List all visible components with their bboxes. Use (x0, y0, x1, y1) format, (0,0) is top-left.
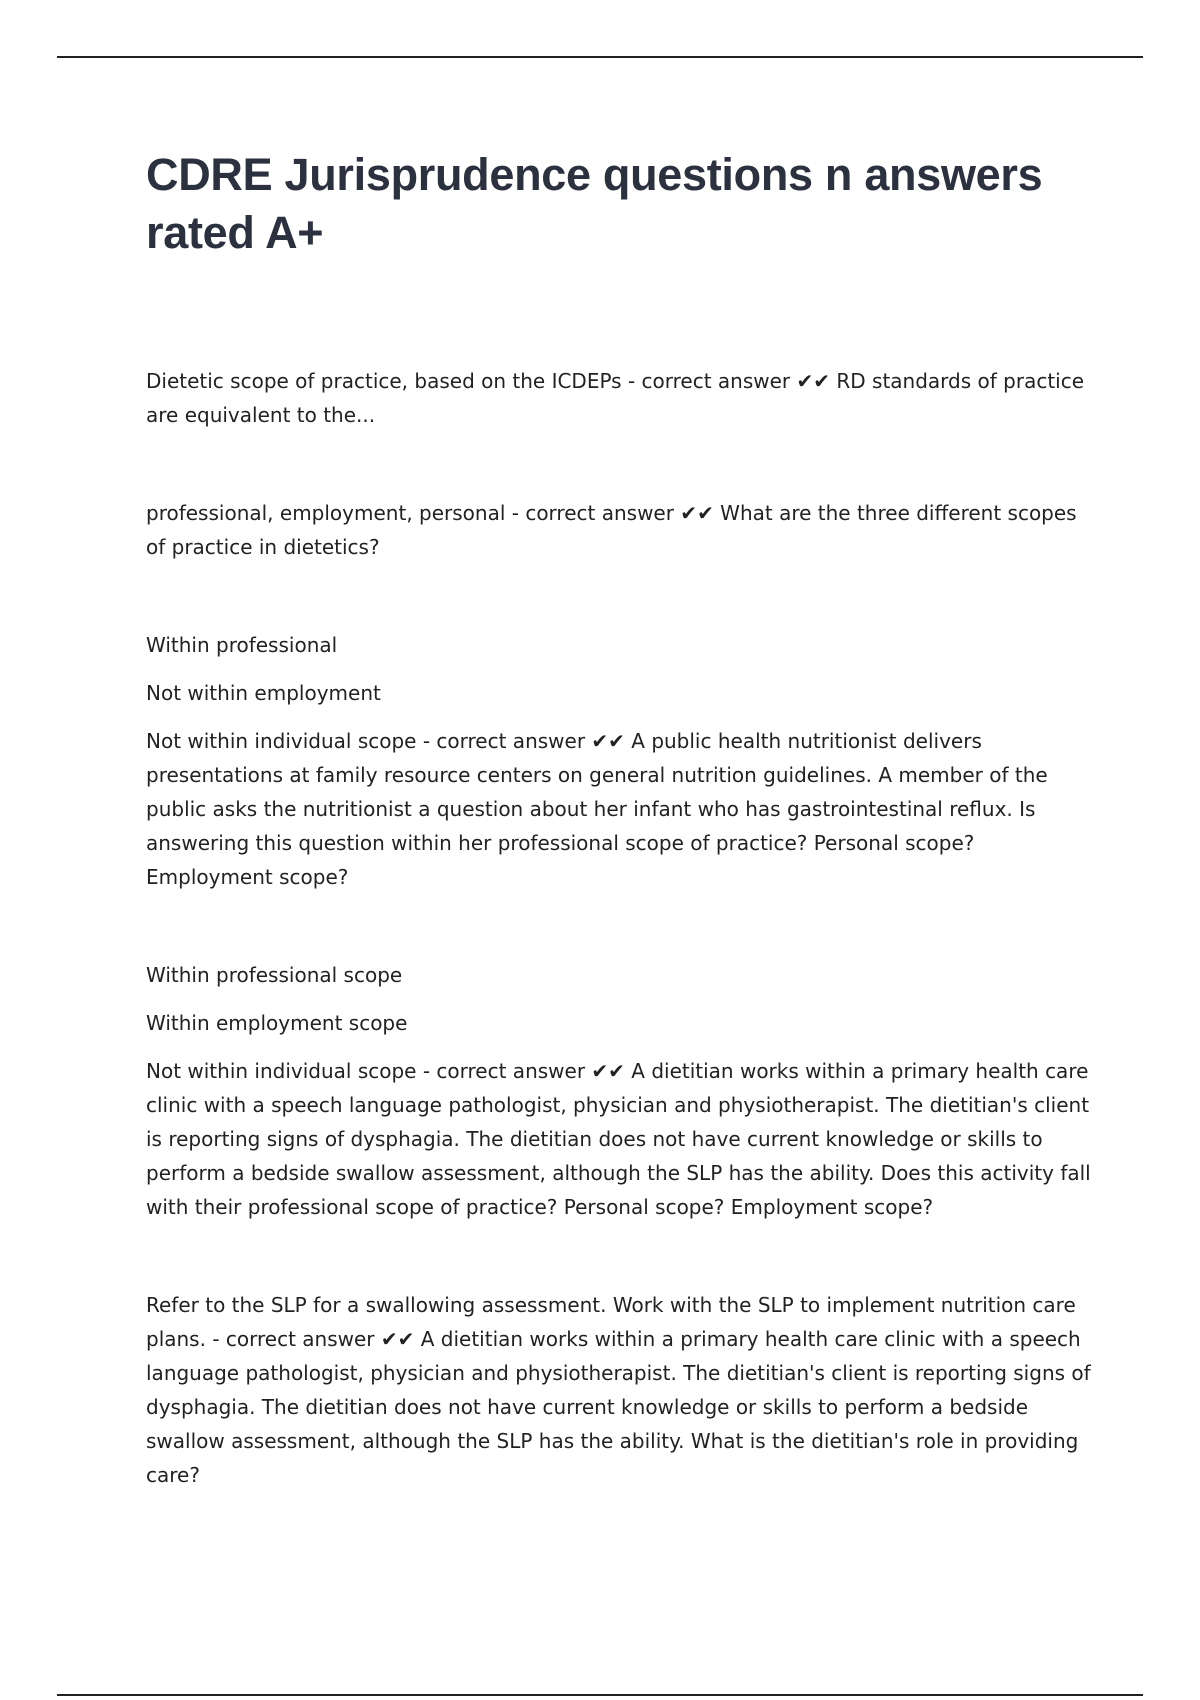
answer-line-within-professional-scope: Within professional scope (146, 963, 403, 987)
qa-item-dysphagia-role: Refer to the SLP for a swallowing assessment. Work with the SLP to implement nutrition care plans. - correct answer ✔✔ A dietitian works within a primary health care clinic with a speech language pathologist, physician and physiotherapist. The dietitian's client is reporting signs of dysphagia. The dietitian does not have current knowledge or skills to perform a bedside swallow assessment, although the SLP has the ability. What is the dietitian's role in providing care? (146, 1293, 1091, 1487)
answer-line-within-employment-scope: Within employment scope (146, 1011, 408, 1035)
qa-item-dysphagia-scope: Not within individual scope - correct answer ✔✔ A dietitian works within a primary health care clinic with a speech language pathologist, physician and physiotherapist. The dietitian's client is reporting signs of dysphagia. The dietitian does not have current knowledge or skills to perform a bedside swallow assessment, although the SLP has the ability. Does this activity fall with their professional scope of practice? Personal scope? Employment scope? (146, 1059, 1091, 1219)
qa-item-three-scopes: professional, employment, personal - correct answer ✔✔ What are the three different scopes of practice in dietetics? (146, 501, 1077, 559)
page-title: CDRE Jurisprudence questions n answers rated A+ (146, 149, 1043, 258)
top-rule (57, 56, 1143, 58)
qa-item-scope-icdeps: Dietetic scope of practice, based on the ICDEPs - correct answer ✔✔ RD standards of practice are equivalent to the... (146, 369, 1085, 427)
qa-item-public-health-nutritionist: Not within individual scope - correct answer ✔✔ A public health nutritionist delivers presentations at family resource centers on general nutrition guidelines. A member of the public asks the nutritionist a question about her infant who has gastrointestinal reflux. Is answering this question within her professional scope of practice? Personal scope? Employment scope? (146, 729, 1048, 889)
document-body (146, 146, 1096, 1492)
answer-line-not-within-employment: Not within employment (146, 681, 381, 705)
bottom-rule (57, 1694, 1143, 1696)
answer-line-within-professional: Within professional (146, 633, 338, 657)
